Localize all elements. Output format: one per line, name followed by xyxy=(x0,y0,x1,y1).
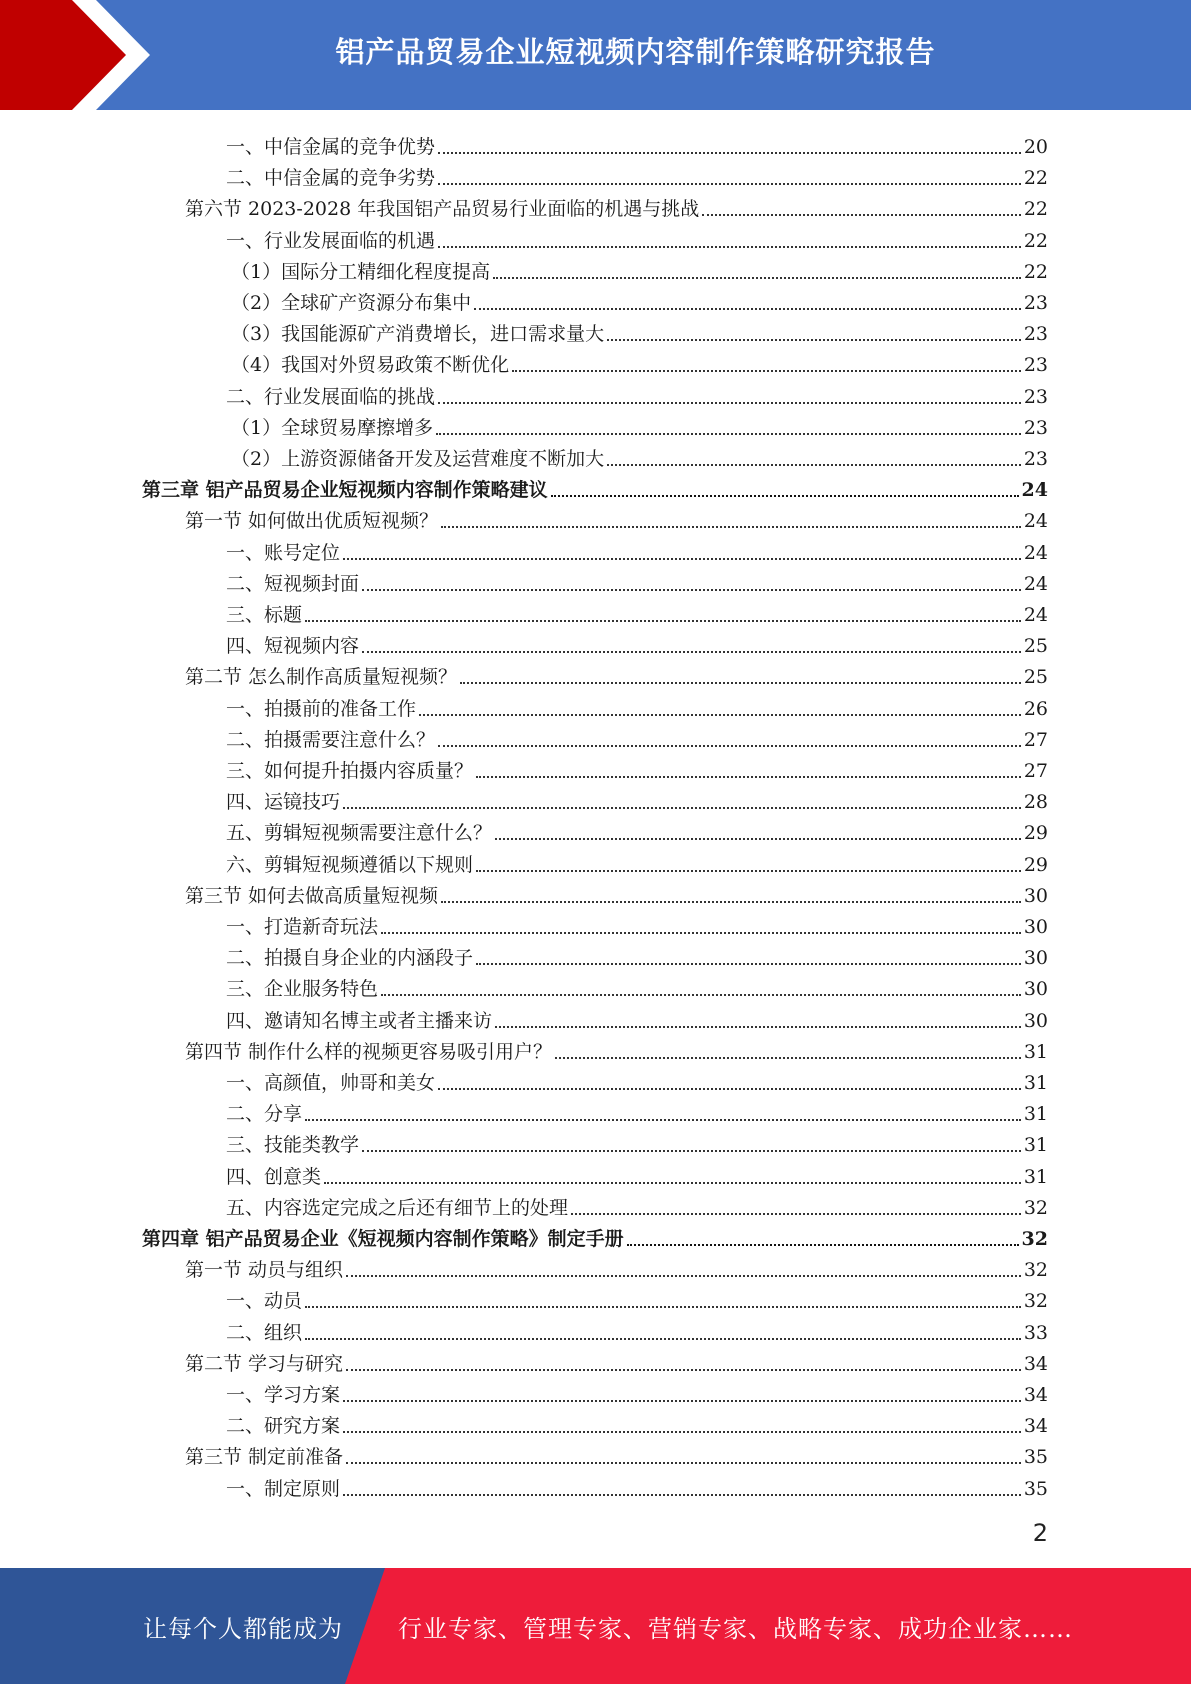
toc-entry-page: 33 xyxy=(1023,1321,1048,1344)
toc-entry-page: 22 xyxy=(1023,229,1048,252)
toc-item-entry[interactable] xyxy=(226,1158,1048,1189)
toc-section-entry[interactable] xyxy=(185,1251,1048,1282)
toc-item-entry[interactable] xyxy=(226,128,1048,159)
toc-entry-title: （1）全球贸易摩擦增多 xyxy=(231,416,434,439)
toc-entry-page: 24 xyxy=(1023,510,1048,533)
toc-subitem-entry[interactable] xyxy=(231,440,1048,471)
toc-entry-title: 第三节 如何去做高质量短视频 xyxy=(185,884,439,907)
toc-dot-leader xyxy=(362,1150,1021,1152)
toc-entry-page: 23 xyxy=(1023,448,1048,470)
toc-dot-leader xyxy=(438,745,1021,747)
toc-dot-leader xyxy=(305,1338,1021,1340)
report-header-banner xyxy=(0,0,1191,110)
toc-dot-leader xyxy=(495,838,1021,840)
toc-entry-title: 一、动员 xyxy=(226,1290,303,1313)
toc-entry-title: 第三节 制定前准备 xyxy=(185,1446,344,1469)
toc-entry-title: （4）我国对外贸易政策不断优化 xyxy=(231,354,510,377)
footer-slogan-right: 行业专家、管理专家、营销专家、战略专家、成功企业家…… xyxy=(398,1614,1073,1643)
toc-entry-page: 32 xyxy=(1021,1228,1048,1250)
toc-item-entry[interactable] xyxy=(226,1407,1048,1438)
toc-entry-page: 34 xyxy=(1023,1352,1048,1375)
toc-entry-title: 四、邀请知名博主或者主播来访 xyxy=(226,1009,493,1032)
toc-dot-leader xyxy=(438,246,1021,248)
page-number: 2 xyxy=(1032,1519,1048,1547)
toc-entry-title: 一、学习方案 xyxy=(226,1384,341,1406)
toc-dot-leader xyxy=(551,495,1019,497)
toc-entry-page: 35 xyxy=(1023,1477,1048,1500)
toc-entry-title: 第三章 铝产品贸易企业短视频内容制作策略建议 xyxy=(142,479,548,502)
toc-dot-leader xyxy=(305,1119,1021,1121)
toc-section-entry[interactable] xyxy=(185,1033,1048,1064)
toc-entry-page: 27 xyxy=(1023,728,1048,751)
toc-entry-title: 四、短视频内容 xyxy=(226,635,360,658)
toc-entry-title: 二、分享 xyxy=(226,1103,303,1126)
toc-entry-title: 一、账号定位 xyxy=(226,541,341,564)
toc-dot-leader xyxy=(419,714,1021,716)
toc-item-entry[interactable] xyxy=(226,970,1048,1001)
toc-entry-page: 31 xyxy=(1023,1040,1048,1063)
toc-dot-leader xyxy=(702,214,1021,216)
toc-dot-leader xyxy=(324,1182,1021,1184)
toc-dot-leader xyxy=(460,682,1021,684)
toc-item-entry[interactable] xyxy=(226,1376,1048,1407)
toc-entry-page: 20 xyxy=(1023,136,1048,158)
toc-entry-page: 29 xyxy=(1023,853,1048,876)
toc-entry-title: 一、打造新奇玩法 xyxy=(226,916,379,938)
toc-dot-leader xyxy=(438,402,1021,404)
toc-dot-leader xyxy=(441,901,1021,903)
toc-item-entry[interactable] xyxy=(226,908,1048,939)
toc-entry-title: 第四节 制作什么样的视频更容易吸引用户？ xyxy=(185,1040,553,1063)
toc-dot-leader xyxy=(343,1431,1021,1433)
toc-section-entry[interactable] xyxy=(185,1345,1048,1376)
toc-dot-leader xyxy=(436,433,1021,435)
toc-dot-leader xyxy=(362,589,1021,591)
toc-entry-page: 24 xyxy=(1023,572,1048,595)
toc-entry-page: 25 xyxy=(1023,635,1048,658)
toc-entry-title: 第一节 动员与组织 xyxy=(185,1259,344,1282)
toc-entry-page: 24 xyxy=(1021,479,1048,502)
toc-item-entry[interactable] xyxy=(226,378,1048,409)
toc-entry-title: 二、研究方案 xyxy=(226,1415,341,1438)
toc-dot-leader xyxy=(438,183,1021,185)
toc-entry-title: （3）我国能源矿产消费增长，进口需求量大 xyxy=(231,323,605,346)
toc-entry-page: 22 xyxy=(1023,167,1048,190)
toc-entry-page: 30 xyxy=(1023,978,1048,1001)
toc-item-entry[interactable] xyxy=(226,222,1048,253)
toc-subitem-entry[interactable] xyxy=(231,315,1048,346)
toc-entry-title: 五、剪辑短视频需要注意什么？ xyxy=(226,822,493,845)
toc-entry-title: 三、标题 xyxy=(226,604,303,626)
toc-entry-page: 23 xyxy=(1023,416,1048,439)
toc-entry-title: 三、如何提升拍摄内容质量？ xyxy=(226,760,474,782)
report-title: 铝产品贸易企业短视频内容制作策略研究报告 xyxy=(335,34,936,69)
toc-dot-leader xyxy=(343,1494,1021,1496)
toc-entry-page: 34 xyxy=(1023,1415,1048,1438)
toc-subitem-entry[interactable] xyxy=(231,346,1048,377)
toc-dot-leader xyxy=(381,994,1021,996)
toc-entry-title: 第六节 2023-2028 年我国铝产品贸易行业面临的机遇与挑战 xyxy=(185,198,700,221)
toc-dot-leader xyxy=(305,620,1021,622)
toc-dot-leader xyxy=(438,1088,1021,1090)
toc-subitem-entry[interactable] xyxy=(231,409,1048,440)
toc-entry-title: 第二节 学习与研究 xyxy=(185,1352,344,1375)
toc-item-entry[interactable] xyxy=(226,721,1048,752)
toc-item-entry[interactable] xyxy=(226,1470,1048,1501)
toc-entry-title: （1）国际分工精细化程度提高 xyxy=(231,260,491,283)
toc-entry-page: 22 xyxy=(1023,198,1048,221)
toc-dot-leader xyxy=(362,651,1021,653)
toc-entry-title: 第一节 如何做出优质短视频？ xyxy=(185,510,439,533)
toc-item-entry[interactable] xyxy=(226,752,1048,783)
toc-entry-page: 31 xyxy=(1023,1103,1048,1126)
toc-item-entry[interactable] xyxy=(226,1314,1048,1345)
toc-item-entry[interactable] xyxy=(226,565,1048,596)
toc-dot-leader xyxy=(438,152,1021,154)
toc-dot-leader xyxy=(476,963,1021,965)
toc-entry-title: 第二节 怎么制作高质量短视频？ xyxy=(185,666,458,689)
toc-dot-leader xyxy=(305,1306,1021,1308)
toc-entry-title: 二、中信金属的竞争劣势 xyxy=(226,167,436,190)
footer-banner xyxy=(0,1568,1191,1684)
toc-dot-leader xyxy=(343,558,1021,560)
toc-dot-leader xyxy=(555,1057,1021,1059)
toc-chapter-entry[interactable] xyxy=(142,471,1048,502)
toc-entry-title: 一、制定原则 xyxy=(226,1477,341,1500)
toc-entry-page: 32 xyxy=(1023,1290,1048,1313)
toc-dot-leader xyxy=(627,1244,1019,1246)
toc-entry-title: 一、行业发展面临的机遇 xyxy=(226,229,436,252)
toc-dot-leader xyxy=(495,1026,1021,1028)
toc-dot-leader xyxy=(346,1462,1021,1464)
toc-dot-leader xyxy=(493,277,1021,279)
toc-entry-title: 四、创意类 xyxy=(226,1165,322,1188)
toc-item-entry[interactable] xyxy=(226,627,1048,658)
toc-item-entry[interactable] xyxy=(226,534,1048,565)
toc-dot-leader xyxy=(512,370,1021,372)
toc-subitem-entry[interactable] xyxy=(231,253,1048,284)
toc-dot-leader xyxy=(441,526,1021,528)
toc-entry-title: 一、拍摄前的准备工作 xyxy=(226,697,417,720)
toc-entry-page: 34 xyxy=(1023,1384,1048,1406)
toc-dot-leader xyxy=(476,870,1021,872)
toc-entry-page: 30 xyxy=(1023,884,1048,907)
toc-entry-page: 22 xyxy=(1023,260,1048,283)
toc-entry-page: 31 xyxy=(1023,1072,1048,1094)
toc-dot-leader xyxy=(607,464,1021,466)
toc-item-entry[interactable] xyxy=(226,939,1048,970)
toc-section-entry[interactable] xyxy=(185,502,1048,533)
toc-item-entry[interactable] xyxy=(226,596,1048,627)
toc-section-entry[interactable] xyxy=(185,190,1048,221)
toc-entry-page: 23 xyxy=(1023,354,1048,377)
toc-entry-title: 六、剪辑短视频遵循以下规则 xyxy=(226,853,474,876)
toc-item-entry[interactable] xyxy=(226,1126,1048,1157)
toc-entry-page: 23 xyxy=(1023,323,1048,346)
toc-entry-title: 五、内容选定完成之后还有细节上的处理 xyxy=(226,1196,569,1219)
toc-section-entry[interactable] xyxy=(185,658,1048,689)
toc-entry-page: 32 xyxy=(1023,1259,1048,1282)
toc-item-entry[interactable] xyxy=(226,783,1048,814)
toc-item-entry[interactable] xyxy=(226,814,1048,845)
toc-entry-page: 30 xyxy=(1023,916,1048,938)
toc-dot-leader xyxy=(381,932,1021,934)
toc-entry-page: 26 xyxy=(1023,697,1048,720)
toc-item-entry[interactable] xyxy=(226,159,1048,190)
footer-slogan-left: 让每个人都能成为 xyxy=(143,1614,343,1643)
toc-entry-title: 二、短视频封面 xyxy=(226,572,360,595)
toc-entry-page: 27 xyxy=(1023,760,1048,782)
toc-entry-title: 第四章 铝产品贸易企业《短视频内容制作策略》制定手册 xyxy=(142,1228,624,1250)
toc-item-entry[interactable] xyxy=(226,1002,1048,1033)
red-chevron-decoration xyxy=(0,0,160,110)
toc-entry-title: 一、中信金属的竞争优势 xyxy=(226,136,436,158)
toc-entry-title: 二、拍摄需要注意什么？ xyxy=(226,728,436,751)
toc-dot-leader xyxy=(474,308,1021,310)
toc-entry-title: （2）上游资源储备开发及运营难度不断加大 xyxy=(231,448,605,470)
toc-entry-page: 30 xyxy=(1023,1009,1048,1032)
toc-entry-page: 31 xyxy=(1023,1134,1048,1157)
toc-entry-page: 30 xyxy=(1023,947,1048,970)
toc-section-entry[interactable] xyxy=(185,877,1048,908)
toc-entry-title: 二、组织 xyxy=(226,1321,303,1344)
toc-chapter-entry[interactable] xyxy=(142,1220,1048,1251)
toc-entry-page: 29 xyxy=(1023,822,1048,845)
toc-entry-title: 三、企业服务特色 xyxy=(226,978,379,1001)
toc-entry-page: 31 xyxy=(1023,1165,1048,1188)
toc-dot-leader xyxy=(343,807,1021,809)
toc-dot-leader xyxy=(346,1275,1021,1277)
toc-entry-title: 四、运镜技巧 xyxy=(226,791,341,814)
toc-entry-page: 23 xyxy=(1023,292,1048,314)
toc-entry-title: 二、拍摄自身企业的内涵段子 xyxy=(226,947,474,970)
toc-entry-page: 25 xyxy=(1023,666,1048,689)
toc-dot-leader xyxy=(476,776,1021,778)
toc-item-entry[interactable] xyxy=(226,1189,1048,1220)
toc-item-entry[interactable] xyxy=(226,1282,1048,1313)
toc-dot-leader xyxy=(346,1369,1021,1371)
toc-entry-title: 二、行业发展面临的挑战 xyxy=(226,385,436,408)
toc-entry-page: 24 xyxy=(1023,604,1048,626)
toc-entry-page: 32 xyxy=(1023,1196,1048,1219)
toc-dot-leader xyxy=(607,339,1021,341)
toc-entry-title: （2）全球矿产资源分布集中 xyxy=(231,292,472,314)
toc-dot-leader xyxy=(571,1213,1021,1215)
toc-item-entry[interactable] xyxy=(226,1095,1048,1126)
toc-entry-page: 35 xyxy=(1023,1446,1048,1469)
toc-dot-leader xyxy=(343,1400,1021,1402)
toc-entry-page: 28 xyxy=(1023,791,1048,814)
toc-entry-title: 一、高颜值，帅哥和美女 xyxy=(226,1072,436,1094)
toc-subitem-entry[interactable] xyxy=(231,284,1048,315)
toc-item-entry[interactable] xyxy=(226,1064,1048,1095)
toc-item-entry[interactable] xyxy=(226,846,1048,877)
toc-item-entry[interactable] xyxy=(226,690,1048,721)
toc-entry-page: 23 xyxy=(1023,385,1048,408)
toc-entry-page: 24 xyxy=(1023,541,1048,564)
toc-section-entry[interactable] xyxy=(185,1438,1048,1469)
toc-entry-title: 三、技能类教学 xyxy=(226,1134,360,1157)
